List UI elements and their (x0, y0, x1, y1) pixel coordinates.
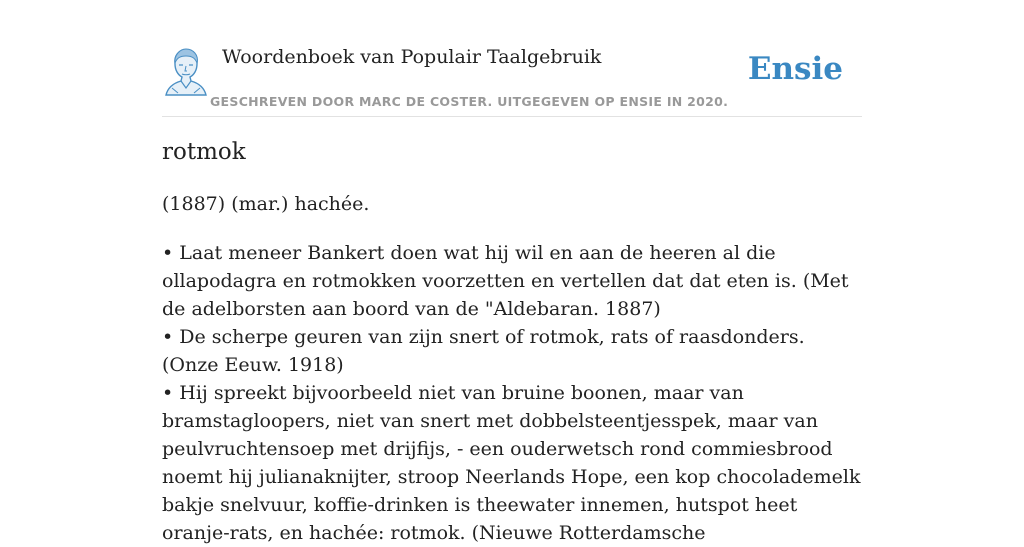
quote-item: • De scherpe geuren van zijn snert of rotmok, rats of raasdonders. (Onze Eeuw. 1918) (162, 326, 805, 376)
quote-item: • Laat meneer Bankert doen wat hij wil en aan de heeren al die ollapodagra en rotmokken voorzetten en vertellen dat dat eten is. (Met de adelborsten aan boord van de "Aldebaran. 1887) (162, 242, 849, 320)
quotes-list (162, 239, 867, 547)
book-title[interactable]: Woordenboek van Populair Taalgebruik (222, 46, 602, 68)
header (162, 40, 862, 117)
quote-item: • Hij spreekt bijvoorbeeld niet van bruine boonen, maar van bramstagloopers, niet van snert met dobbelsteentjesspek, maar van peulvruchtensoep met drijfijs, - een ouderwetsch rond commiesbrood noemt hij julianaknijter, stroop Neerlands Hope, een kop chocolademelk bakje snelvuur, koffie-drinken is theewater innemen, hutspot heet oranje-rats, en hachée: rotmok. (Nieuwe Rotterdamsche (162, 382, 861, 544)
brand-logo[interactable]: Ensie (747, 51, 843, 87)
author-portrait-icon (164, 46, 208, 96)
entry-title: rotmok (162, 139, 246, 165)
entry-definition: (1887) (mar.) hachée. (162, 193, 370, 215)
byline: GESCHREVEN DOOR MARC DE COSTER. UITGEGEVEN OP ENSIE IN 2020. (210, 94, 729, 109)
